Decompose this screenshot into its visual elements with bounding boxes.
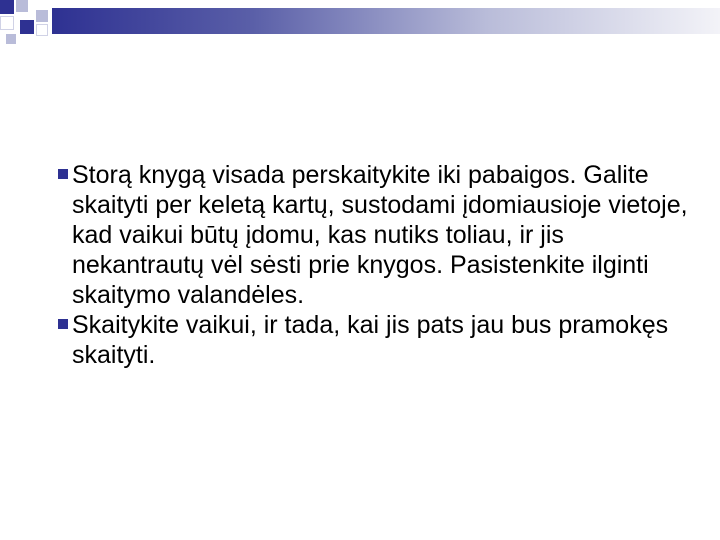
corner-square [36,10,48,22]
square-bullet-icon [58,319,68,329]
header-gradient-band [52,8,720,34]
bullet-list [58,160,698,370]
bullet-text: Skaitykite vaikui, ir tada, kai jis pats jau bus pramokęs skaityti. [72,311,669,369]
corner-square [0,0,14,14]
bullet-text: Storą knygą visada perskaitykite iki pabaigos. Galite skaityti per keletą kartų, sustodami įdomiausioje vietoje, kad vaikui būtų įdomu, kas nutiks toliau, ir jis nekantrautų vėl sėsti prie knygos. Pasistenkite ilginti skaitymo valandėles. [72,161,688,309]
bullet-item [58,310,698,370]
corner-square [16,0,28,12]
bullet-item [58,160,698,310]
square-bullet-icon [58,169,68,179]
slide-body [58,160,698,370]
corner-square [6,34,16,44]
corner-square [36,24,48,36]
corner-square [20,20,34,34]
corner-square [0,16,14,30]
